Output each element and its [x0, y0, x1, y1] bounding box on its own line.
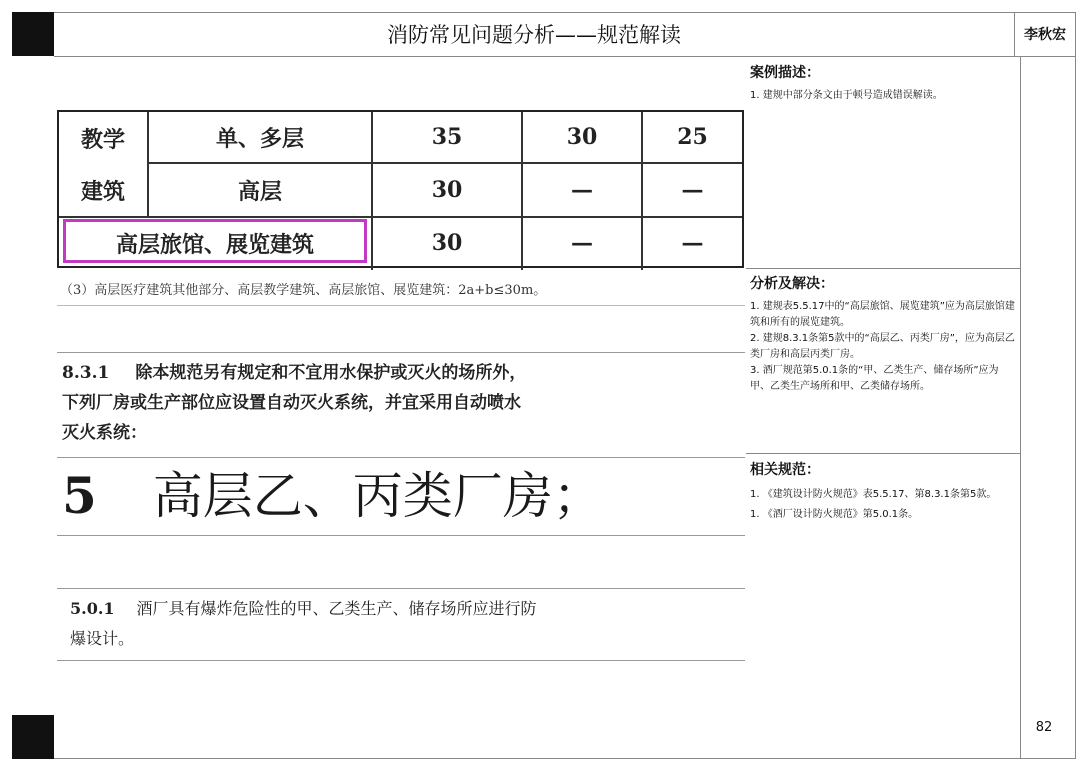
sidebar-divider-2	[746, 453, 1020, 454]
case-heading: 案例描述：	[750, 65, 820, 81]
cell-type-2: 高层	[237, 178, 282, 205]
related-heading: 相关规范：	[750, 462, 820, 478]
cell-value: 30	[566, 124, 598, 150]
case-item: 1. 建规中部分条文由于顿号造成错误解读。	[750, 90, 943, 101]
highlight-box	[63, 219, 367, 263]
cell-type-1: 单、多层	[215, 125, 304, 152]
page-title: 消防常见问题分析——规范解读	[387, 23, 681, 47]
analysis-item: 1. 建规表5.5.17中的“高层旅馆、展览建筑”应为高层旅馆建筑和所有的展览建筑。	[750, 301, 1015, 328]
corner-block-bottom	[12, 715, 54, 759]
clause-501-line2: 爆设计。	[70, 629, 135, 648]
item-5	[62, 458, 752, 534]
separator-line	[57, 352, 745, 353]
cell-value: 35	[431, 124, 463, 150]
clause-831	[62, 358, 752, 448]
cell-value: —	[681, 177, 704, 203]
cell-group-2: 建筑	[80, 178, 125, 205]
sidebar-divider-1	[746, 268, 1020, 269]
related-section	[750, 459, 1018, 523]
analysis-item: 3. 酒厂规范第5.0.1条的“甲、乙类生产、储存场所”应为甲、乙类生产场所和甲、乙类储存场所。	[750, 365, 999, 392]
clause-831-line3: 灭火系统：	[62, 423, 147, 443]
analysis-item: 2. 建规8.3.1条第5款中的“高层乙、丙类厂房”，应为高层乙类厂房和高层丙类厂房。	[750, 333, 1015, 360]
clause-831-line2: 下列厂房或生产部位应设置自动灭火系统，并宜采用自动喷水	[62, 393, 521, 413]
reference-table	[57, 110, 744, 268]
clause-501-line1: 酒厂具有爆炸危险性的甲、乙类生产、储存场所应进行防	[136, 599, 537, 618]
cell-value: —	[571, 177, 593, 203]
cell-value: 30	[431, 177, 463, 203]
frame-top-line	[54, 12, 1076, 13]
separator-line	[57, 305, 745, 306]
case-section	[750, 62, 1016, 104]
content-right-divider	[1020, 56, 1021, 758]
corner-block-top	[12, 12, 54, 56]
related-item: 1. 《建筑设计防火规范》表5.5.17、第8.3.1条第5款。	[750, 489, 997, 500]
separator-line	[57, 535, 745, 536]
clause-number: 8.3.1	[62, 363, 110, 383]
cell-value: 25	[677, 124, 708, 150]
related-item: 1. 《酒厂设计防火规范》第5.0.1条。	[750, 509, 919, 520]
analysis-heading: 分析及解决：	[750, 276, 834, 292]
clause-501	[70, 594, 750, 654]
page-number: 82	[1035, 720, 1053, 735]
cell-value: 30	[431, 230, 463, 256]
clause-831-line1: 8.3.1 除本规范另有规定和不宜用水保护或灭火的场所外，	[62, 363, 527, 383]
cell-value: —	[571, 230, 593, 256]
frame-right-line	[1075, 12, 1076, 758]
analysis-section	[750, 273, 1018, 395]
frame-bottom-line	[54, 758, 1076, 759]
item-text: 高层乙、丙类厂房；	[152, 467, 603, 525]
header-bottom-line	[54, 56, 1076, 57]
separator-line	[57, 660, 745, 661]
table-note: （3）高层医疗建筑其他部分、高层教学建筑、高层旅馆、展览建筑：2a+b≤30m。	[60, 283, 547, 298]
author-name: 李秋宏	[1024, 27, 1066, 43]
clause-number: 5.0.1	[70, 599, 115, 618]
cell-value: —	[681, 230, 704, 256]
separator-line	[57, 588, 745, 589]
cell-group-1: 教学	[80, 126, 125, 153]
cell-type-3: 高层旅馆、展览建筑	[115, 231, 314, 258]
item-number: 5	[62, 466, 97, 525]
